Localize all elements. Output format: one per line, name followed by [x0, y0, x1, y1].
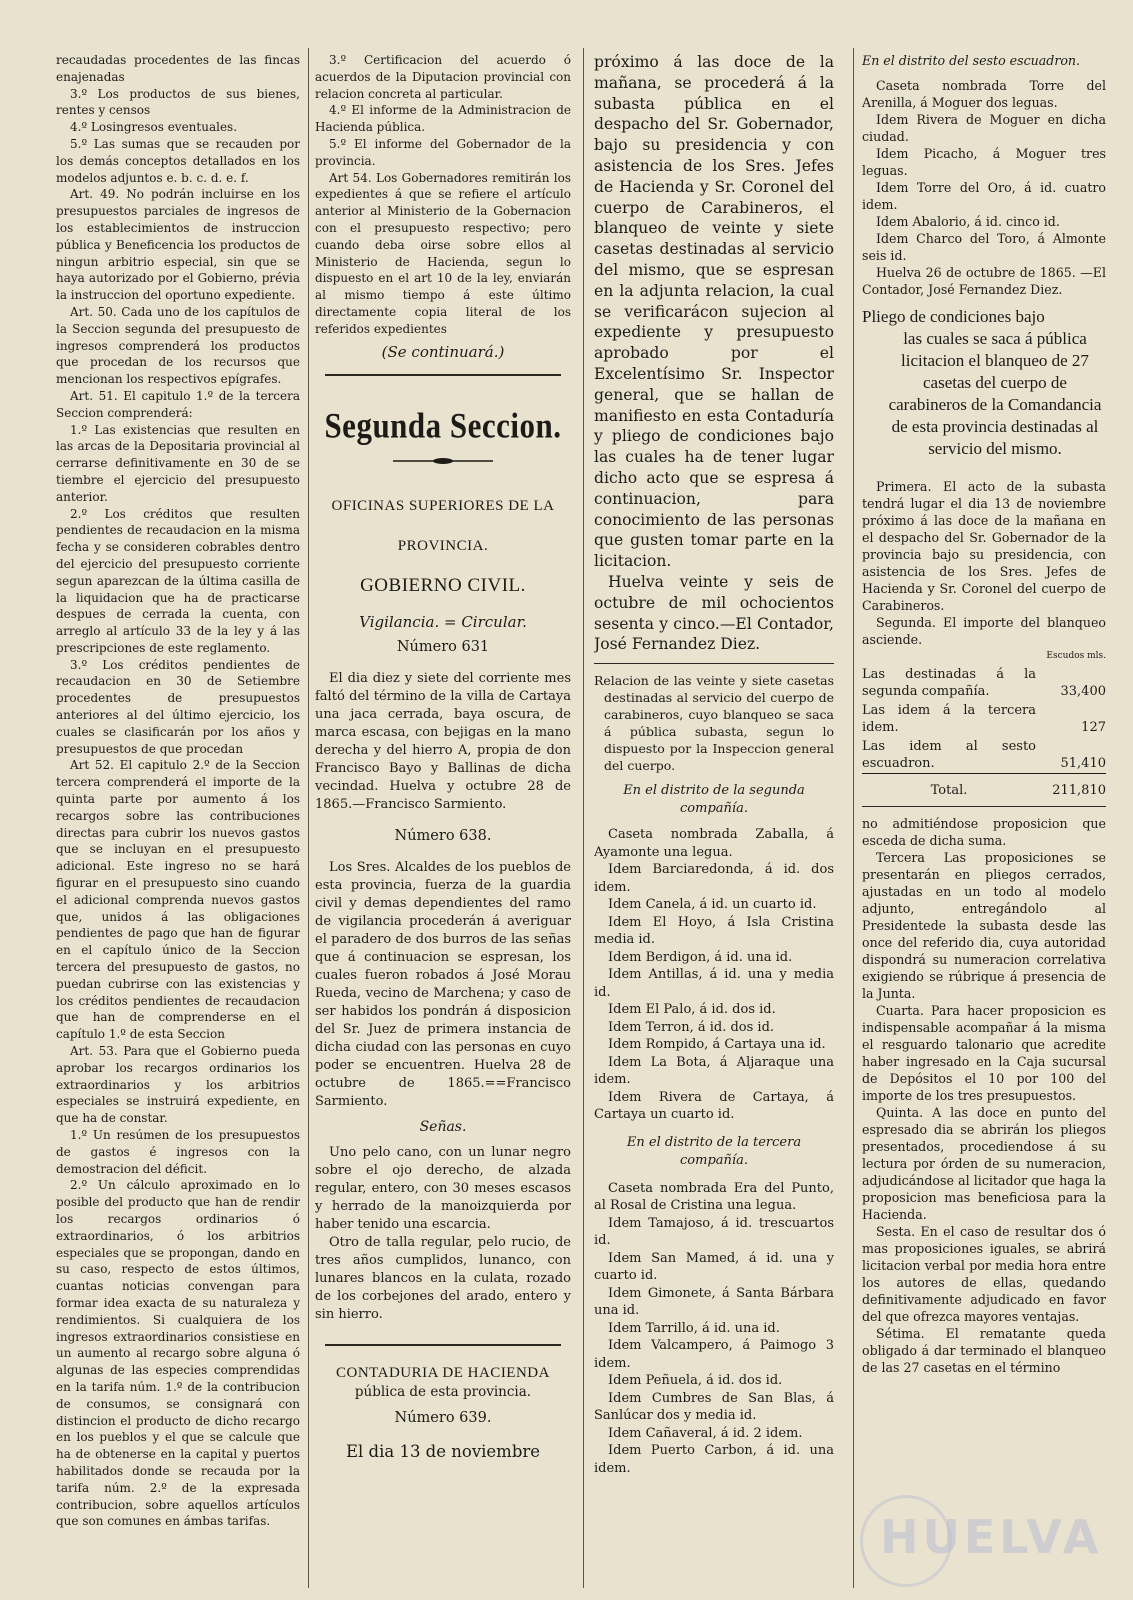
row-label: Las idem á la tercera idem. [862, 703, 1036, 735]
currency-header: Escudos mls. [1046, 651, 1106, 661]
divider [325, 1344, 561, 1346]
senas-heading: Señas. [419, 1118, 467, 1135]
list-item: Idem Torre del Oro, á id. cuatro idem. [862, 180, 1106, 212]
province-heading: PROVINCIA. [397, 538, 489, 555]
contaduria-heading: CONTADURIA DE HACIENDA [336, 1364, 550, 1381]
list-item: Idem Canela, á id. un cuarto id. [608, 897, 817, 913]
row-amount: 127 [1081, 720, 1106, 735]
table-row [862, 701, 1106, 737]
list-item: Caseta nombrada Torre del Arenilla, á Moguer dos leguas. [862, 78, 1106, 110]
column-3 [594, 52, 834, 1592]
district-3-heading: En el distrito de la tercera compañía. [626, 1134, 802, 1168]
watermark: HUELVA [880, 1510, 1103, 1564]
paragraph: 2.º Los créditos que resulten pendientes de recaudacion en la misma fecha y se consideren cobrables dentro del ejercicio del presupuesto corriente segun aparezcan de la última casilla de la liquidacion que ha de practicarse despues de cerrada la cuenta, con arreglo al artículo 33 de la ley y á las prescripciones de este reglamento. [56, 506, 300, 655]
vigilancia-heading: Vigilancia. = Circular. [359, 613, 527, 632]
column-rule [308, 48, 309, 1588]
condition-4: Cuarta. Para hacer proposicion es indispensable acompañar á la misma el resguardo talonario que acredite haber ingresado en la Caja sucursal de Depósitos el 10 por 100 del importe de los tres presupuestos. [862, 1003, 1106, 1103]
condition-5: Quinta. A las doce en punto del espresado dia se abrirán los pliegos presentados, procediendose á su lectura por órden de su numeracion, adjudicándose al licitador que haga la proposicion mas beneficiosa para la Hacienda. [862, 1105, 1106, 1222]
notice-639-body: próximo á las doce de la mañana, se procederá á la subasta pública en el despacho del Sr. Gobernador, bajo su presidencia y con asistencia de los Sres. Jefes de Hacienda y Sr. Coronel del cuerpo de Carabineros, el blanqueo de veinte y siete casetas destinadas al servicio del mismo, que se espresan en la adjunta relacion, la cual se verificarácon sujecion al expediente y presupuesto aprobado por el Excelentísimo Sr. Inspector general, que se hallan de manifiesto en esta Contaduría y pliego de condiciones bajo las cuales ha de tener lugar dicho acto que se espresa á continuacion, para conocimiento de las personas que gusten tomar parte en la licitacion. [594, 53, 834, 571]
ornament-icon [393, 456, 493, 466]
description-1: Uno pelo cano, con un lunar negro sobre el ojo derecho, de alzada regular, entero, con 30 meses escasos y herrado de la manoizquierda por haber tenido una escarcia. [315, 1144, 571, 1232]
article-52: Art 52. El capitulo 2.º de la Seccion tercera comprenderá el importe de la quinta parte por aumento á los recargos sobre las contribuciones directas para cubrir los nuevos gastos que se incluyan en el presupuesto adicional. Este ingreso no se hará figurar en el presupuesto sino cuando el adicional comprenda nuevos gastos que, unidos á las obligaciones pendientes de pago que han de figurar en el capítulo único de la Seccion tercera del presupuesto de gastos, no puedan cubrirse con las existencias y los créditos pendientes de recaudacion que han de comprenderse en el capítulo 1.º de esta Seccion [56, 758, 300, 1042]
paragraph: 5.º Las sumas que se recauden por los demás conceptos detallados en los modelos adjuntos e. b. c. d. e. f. [56, 136, 300, 185]
divider [325, 374, 561, 376]
paragraph: 3.º Certificacion del acuerdo ó acuerdos de la Diputacion provincial con relacion concreta al particular. [315, 53, 571, 101]
paragraph: 3.º Los productos de sus bienes, rentes y censos [56, 86, 300, 118]
list-item: Idem Terron, á id. dos id. [608, 1019, 775, 1035]
divider [594, 663, 834, 664]
district-2-list [594, 826, 834, 1124]
list-item: Idem El Hoyo, á Isla Cristina media id. [594, 914, 834, 948]
column-rule [853, 48, 854, 1588]
list-item: Idem Barciaredonda, á id. dos idem. [594, 862, 834, 895]
district-6-heading: En el distrito del sesto escuadron. [862, 53, 1081, 68]
list-item: Idem Puerto Carbon, á id. una idem. [594, 1443, 834, 1476]
list-item: Idem Tarrillo, á id. una id. [608, 1320, 780, 1336]
district-3-list [594, 1180, 834, 1478]
office-heading: OFICINAS SUPERIORES DE LA [331, 498, 555, 515]
signature-date: Huelva veinte y seis de octubre de mil ochocientos sesenta y cinco.—El Contador, José Fernandez Diez. [594, 572, 834, 654]
list-item: Idem Rompido, á Cartaya una id. [608, 1037, 826, 1053]
total-row [862, 774, 1106, 801]
pliego-heading-rest: las cuales se saca á pública licitacion el blanqueo de 27 casetas del cuerpo de carabineros de la Comandancia de esta provincia destinadas al servicio del mismo. [888, 329, 1102, 458]
total-amount: 211,810 [1036, 774, 1106, 801]
list-item: Idem Cañaveral, á id. 2 idem. [608, 1425, 803, 1441]
condition-2: Segunda. El importe del blanqueo asciende. [862, 615, 1106, 647]
list-item: Idem Antillas, á id. una y media id. [594, 967, 834, 1000]
row-label: Las destinadas á la segunda compañía. [862, 667, 1036, 699]
list-item: Idem Rivera de Cartaya, á Cartaya un cuarto id. [594, 1089, 834, 1123]
table-row [862, 737, 1106, 774]
list-item: Idem Picacho, á Moguer tres leguas. [862, 146, 1106, 178]
notice-638: Los Sres. Alcaldes de los pueblos de esta provincia, fuerza de la guardia civil y demas dependientes del ramo de vigilancia procederán á averiguar el paradero de dos burros de las señas que á continuacion se espresan, los cuales fueron robados á José Morau Rueda, vecino de Marchena; y caso de ser habidos los pondrán á disposicion del Sr. Juez de primera instancia de dicha ciudad con las personas en cuyo poder se encuentren. Huelva 28 de octubre de 1865.==Francisco Sarmiento. [315, 859, 571, 1109]
table-row [862, 665, 1106, 701]
district-2-heading: En el distrito de la segunda compañía. [623, 783, 805, 817]
column-4 [862, 52, 1106, 1592]
condition-7: Sétima. El rematante queda obligado á dar terminado el blanqueo de las 27 casetas en el término [862, 1326, 1106, 1375]
article-51: Art. 51. El capitulo 1.º de la tercera Seccion comprenderá: [56, 388, 300, 420]
notice-631: El dia diez y siete del corriente mes faltó del término de la villa de Cartaya una jaca cerrada, baya oscura, de marca escasa, con bejigas en la mano derecha y del hierro A, propia de don Francisco Bayo y Ballinas de dicha vecindad. Huelva y octubre 28 de 1865.—Francisco Sarmiento. [315, 670, 571, 812]
article-50: Art. 50. Cada uno de los capítulos de la Seccion segunda del presupuesto de ingresos comprenderá los productos que procedan de los recursos que mencionan los respectivos epígrafes. [56, 304, 300, 387]
list-item: Idem Abalorio, á id. cinco id. [876, 214, 1060, 229]
list-item: Idem Cumbres de San Blas, á Sanlúcar dos y media id. [594, 1390, 834, 1424]
list-item: Idem Gimonete, á Santa Bárbara una id. [594, 1285, 834, 1319]
condition-3: Tercera Las proposiciones se presentarán en pliegos cerrados, ajustadas en un todo al modelo adjunto, entregándolo al Presidentede la subasta desde las once del referido dia, cuya autoridad dispondrá su numeracion correlativa exigiendo se rúbrique á presencia de la Junta. [862, 850, 1106, 1001]
continued-note: (Se continuará.) [381, 342, 505, 361]
signature-date: Huelva 26 de octubre de 1865. —El Contador, José Fernandez Diez. [862, 265, 1106, 297]
article-49: Art. 49. No podrán incluirse en los presupuestos parciales de ingresos de los establecimientos de instruccion pública y Beneficencia los productos de ningun arbitrio especial, sin que se haya autorizado por el Gobierno, prévia la instruccion del oportuno expediente. [56, 187, 300, 303]
paragraph: no admitiéndose proposicion que esceda de dicha suma. [862, 816, 1106, 848]
total-label: Total. [862, 774, 1036, 801]
column-rule [583, 48, 584, 1588]
number-639: Número 639. [394, 1410, 492, 1427]
relacion-heading: Relacion de las veinte y siete casetas destinadas al servicio del cuerpo de carabineros, cuyo blanqueo se saca á pública subasta, segun lo dispuesto por la Inspeccion general del cuerpo. [594, 673, 834, 774]
pliego-heading [862, 306, 1106, 460]
list-item: Idem Tamajoso, á id. trescuartos id. [594, 1215, 834, 1249]
condition-6: Sesta. En el caso de resultar dos ó mas proposiciones iguales, se abrirá licitacion verbal por media hora entre los autores de ellas, quedando definitivamente adjudicado en favor del que ofrezca mayores ventajas. [862, 1224, 1106, 1324]
divider [862, 806, 1106, 807]
list-item: Idem El Palo, á id. dos id. [608, 1002, 776, 1018]
cost-table [862, 665, 1106, 800]
list-item: Idem Valcampero, á Paimogo 3 idem. [594, 1338, 834, 1371]
number-638: Número 638. [394, 827, 492, 844]
paragraph: 2.º Un cálculo aproximado en lo posible del producto que han de rendir los recargos ordinarios ó extraordinarios, ó los arbitrios especiales que se propongan, dando en su caso, respecto de estos últimos, cuantas noticias convengan para formar idea exacta de su naturaleza y rendimientos. Si cualquiera de los ingresos extraordinarios consistiese en un aumento al recargo sobre alguna ó algunas de las especies comprendidas en la tarifa núm. 1.º de la contribucion de consumos, se consignará con distincion el producto de dicho recargo en los pueblos y el que se calcule que ha de obtenerse en la capital y puertos habilitados donde se recauda por la tarifa núm. 2.º de la expresada contribucion, sobre aquellos artículos que son comunes en ámbas tarifas. [56, 1178, 300, 1529]
district-6-list [862, 77, 1106, 264]
gobierno-heading: GOBIERNO CIVIL. [360, 575, 526, 597]
list-item: Idem La Bota, á Aljaraque una idem. [594, 1054, 834, 1088]
paragraph: 4.º El informe de la Administracion de Hacienda pública. [315, 103, 571, 135]
pliego-heading-first: Pliego de condiciones bajo [862, 307, 1045, 326]
paragraph: recaudadas procedentes de las fincas enajenadas [56, 53, 300, 84]
row-amount: 33,400 [1060, 684, 1106, 699]
row-label: Las idem al sesto escuadron. [862, 739, 1036, 771]
description-2: Otro de talla regular, pelo rucio, de tres años cumplidos, lunanco, con lunares blancos en la culata, rozado de los corbejones del arado, entero y sin hierro. [315, 1234, 571, 1322]
notice-639-start: El dia 13 de noviembre [345, 1442, 541, 1462]
condition-1: Primera. El acto de la subasta tendrá lugar el dia 13 de noviembre próximo á las doce de la mañana en el despacho del Sr. Gobernador de la provincia bajo su presidencia, con asistencia de los Sres. Jefes de Hacienda y Sr. Coronel del cuerpo de Carabineros. [862, 479, 1106, 613]
paragraph: 1.º Las existencias que resulten en las arcas de la Depositaria provincial al cerrarse definitivamente en 30 de se tiembre el ejercicio del presupuesto anterior. [56, 422, 300, 504]
column-2 [315, 52, 571, 1592]
paragraph: 1.º Un resúmen de los presupuestos de gastos é ingresos con la demostracion del déficit. [56, 1128, 300, 1176]
contaduria-subheading: pública de esta provincia. [354, 1383, 532, 1400]
column-1 [56, 52, 300, 1592]
number-631: Número 631 [396, 639, 490, 656]
article-54: Art 54. Los Gobernadores remitirán los expedientes á que se refiere el artículo anterior al Ministerio de la Gobernacion con el presupuesto respectivo; pero cuando deba oirse sobre ellos al Ministerio de Hacienda, segun lo dispuesto en el art 10 de la ley, enviarán al mismo tiempo á este último directamente copia literal de los referidos expedientes [315, 170, 571, 336]
paragraph: 4.º Losingresos eventuales. [70, 120, 238, 135]
list-item: Caseta nombrada Zaballa, á Ayamonte una legua. [594, 827, 834, 860]
paragraph: 5.º El informe del Gobernador de la provincia. [315, 136, 571, 168]
list-item: Idem Rivera de Moguer en dicha ciudad. [862, 112, 1106, 144]
article-53: Art. 53. Para que el Gobierno pueda aprobar los recargos ordinarios los extraordinarios y los arbitrios especiales se instruirá expediente, en que ha de constar. [56, 1044, 300, 1126]
list-item: Caseta nombrada Era del Punto, al Rosal de Cristina una legua. [594, 1180, 834, 1214]
row-amount: 51,410 [1060, 756, 1106, 771]
paragraph: 3.º Los créditos pendientes de recaudacion en 30 de Setiembre procedentes de presupuestos anteriores al del último ejercicio, los cuales se clasificarán por los años y presupuestos de que procedan [56, 657, 300, 756]
list-item: Idem Berdigon, á id. una id. [608, 949, 793, 965]
list-item: Idem Charco del Toro, á Almonte seis id. [862, 231, 1106, 263]
list-item: Idem Peñuela, á id. dos id. [608, 1373, 783, 1389]
section-title: Segunda Seccion. [324, 405, 562, 446]
list-item: Idem San Mamed, á id. una y cuarto id. [594, 1250, 834, 1284]
